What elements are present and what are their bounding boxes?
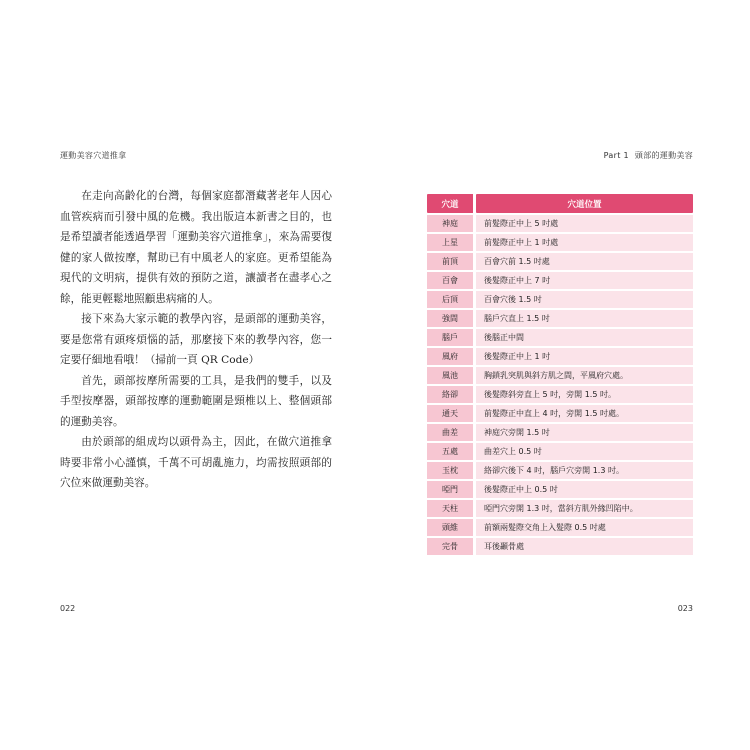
paragraph: 接下來為大家示範的教學內容，是頭部的運動美容，要是您常有頭疼煩惱的話，那麼接下來的教學內容，您一定要仔細地看哦！（掃前一頁 QR Code） <box>60 313 332 366</box>
paragraph: 由於頭部的組成均以頭骨為主，因此，在做穴道推拿時要非常小心謹慎，千萬不可胡亂施力，均需按照頭部的穴位來做運動美容。 <box>60 436 332 489</box>
acupoint-name: 完骨 <box>427 538 476 555</box>
acupoint-name: 絡卻 <box>427 386 476 403</box>
table-row <box>427 519 693 536</box>
acupoint-name: 風池 <box>427 367 476 384</box>
running-header-left: 運動美容穴道推拿 <box>60 151 127 160</box>
page-number-right: 023 <box>677 604 693 613</box>
table-row <box>427 215 693 232</box>
table-row <box>427 329 693 346</box>
acupoint-position: 後髮際正中上 0.5 吋 <box>476 481 693 498</box>
table-row <box>427 424 693 441</box>
table-body <box>427 215 693 555</box>
right-page <box>375 0 750 750</box>
acupoint-position: 腦戶穴直上 1.5 吋 <box>476 310 693 327</box>
acupoint-name: 曲差 <box>427 424 476 441</box>
acupoint-name: 五處 <box>427 443 476 460</box>
table-row <box>427 367 693 384</box>
acupoint-name: 神庭 <box>427 215 476 232</box>
table-row <box>427 253 693 270</box>
acupoint-position: 後腦正中間 <box>476 329 693 346</box>
acupoint-position: 後髮際正中上 1 吋 <box>476 348 693 365</box>
acupoint-name: 上星 <box>427 234 476 251</box>
table-row <box>427 405 693 422</box>
table-row <box>427 291 693 308</box>
acupoint-name: 通天 <box>427 405 476 422</box>
acupoint-name: 玉枕 <box>427 462 476 479</box>
acupoint-name: 天柱 <box>427 500 476 517</box>
table-row <box>427 348 693 365</box>
acupoint-name: 百會 <box>427 272 476 289</box>
table-row <box>427 500 693 517</box>
table-header-row <box>427 194 693 213</box>
acupoint-name: 強間 <box>427 310 476 327</box>
acupoint-table <box>427 192 693 557</box>
column-header-position: 穴道位置 <box>476 194 693 213</box>
header-part-label: Part 1 <box>603 151 629 160</box>
acupoint-position: 百會穴前 1.5 吋處 <box>476 253 693 270</box>
body-text <box>60 186 332 494</box>
table-row <box>427 481 693 498</box>
acupoint-name: 后頂 <box>427 291 476 308</box>
table-row <box>427 538 693 555</box>
acupoint-name: 啞門 <box>427 481 476 498</box>
acupoint-position: 前髮際正中上 5 吋處 <box>476 215 693 232</box>
column-header-acupoint: 穴道 <box>427 194 476 213</box>
acupoint-name: 頭維 <box>427 519 476 536</box>
header-chapter-title: 頭部的運動美容 <box>634 151 693 160</box>
table-row <box>427 462 693 479</box>
page-number-left: 022 <box>60 604 76 613</box>
acupoint-position: 耳後顳骨處 <box>476 538 693 555</box>
paragraph: 首先，頭部按摩所需要的工具，是我們的雙手，以及手型按摩器，頭部按摩的運動範圍是頸椎以上、整個頭部的運動美容。 <box>60 374 332 428</box>
acupoint-position: 前額兩髮際交角上入髮際 0.5 吋處 <box>476 519 693 536</box>
acupoint-position: 啞門穴旁開 1.3 吋，當斜方肌外緣凹陷中。 <box>476 500 693 517</box>
table-row <box>427 272 693 289</box>
acupoint-position: 絡卻穴後下 4 吋，腦戶穴旁開 1.3 吋。 <box>476 462 693 479</box>
table-row <box>427 234 693 251</box>
paragraph: 在走向高齡化的台灣，每個家庭都潛藏著老年人因心血管疾病而引發中風的危機。我出版這本新書之目的，也是希望讀者能透過學習「運動美容穴道推拿」，來為需要復健的家人做按摩，幫助已有中風老人的家庭。更希望能為現代的文明病，提供有效的預防之道，讓讀者在盡孝心之餘，能更輕鬆地照顧患病痛的人。 <box>60 190 332 305</box>
acupoint-position: 神庭穴旁開 1.5 吋 <box>476 424 693 441</box>
acupoint-position: 後髮際正中上 7 吋 <box>476 272 693 289</box>
running-header-right <box>604 150 693 161</box>
table-row <box>427 310 693 327</box>
acupoint-name: 前頂 <box>427 253 476 270</box>
acupoint-name: 腦戶 <box>427 329 476 346</box>
table-row <box>427 443 693 460</box>
acupoint-name: 風府 <box>427 348 476 365</box>
table-row <box>427 386 693 403</box>
acupoint-position: 前髮際正中直上 4 吋，旁開 1.5 吋處。 <box>476 405 693 422</box>
acupoint-position: 前髮際正中上 1 吋處 <box>476 234 693 251</box>
acupoint-position: 百會穴後 1.5 吋 <box>476 291 693 308</box>
acupoint-position: 後髮際斜旁直上 5 吋，旁開 1.5 吋。 <box>476 386 693 403</box>
acupoint-position: 曲差穴上 0.5 吋 <box>476 443 693 460</box>
acupoint-position: 胸鎖乳突肌與斜方肌之間，平風府穴處。 <box>476 367 693 384</box>
